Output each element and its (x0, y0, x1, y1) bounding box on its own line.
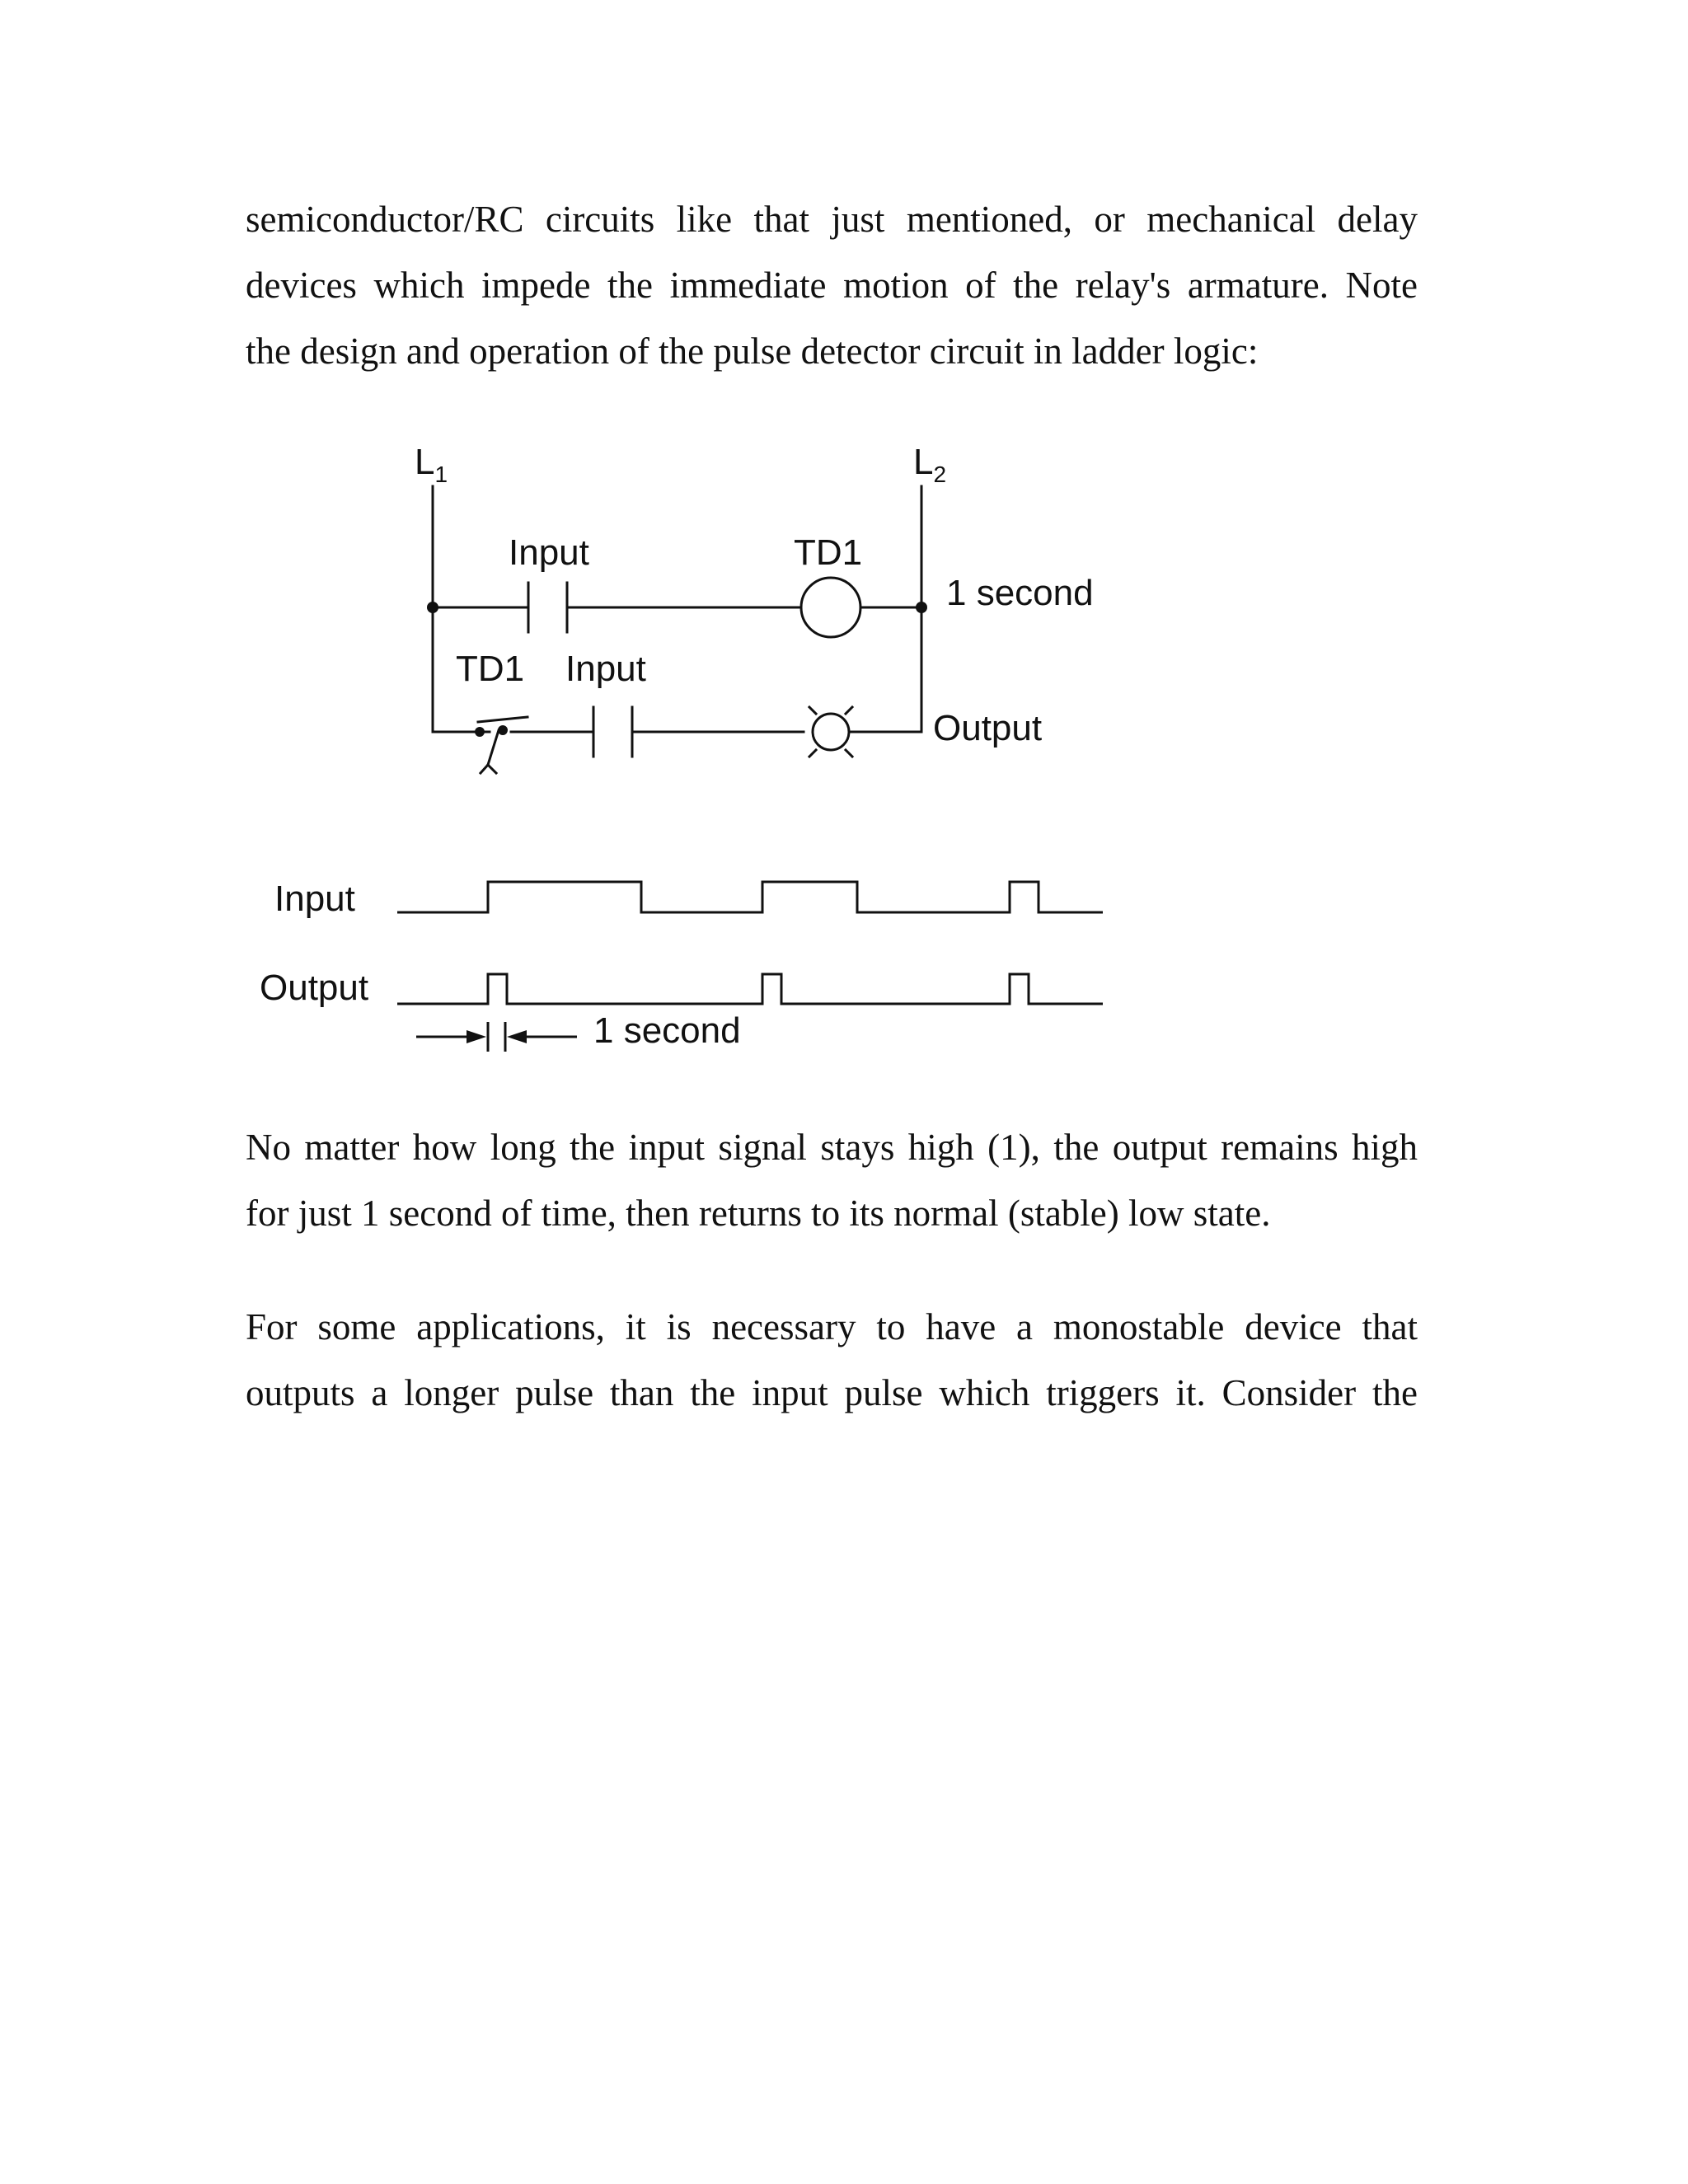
timing-input-label: Input (274, 879, 355, 919)
paragraph-line: For some applications, it is necessary to have a monostable device that (246, 1306, 1418, 1347)
junction-dot (427, 602, 438, 613)
rung1-coil-note: 1 second (946, 573, 1094, 613)
rail-l1-label: $L_1$ (415, 442, 448, 487)
paragraph-line: semiconductor/RC circuits like that just mentioned, or mechanical delay (246, 199, 1418, 240)
arrowhead-left (507, 1030, 527, 1043)
paragraph-applications (246, 1294, 1418, 1426)
output-waveform (397, 974, 1103, 1004)
junction-dot (916, 602, 927, 613)
td1-timed-contact (471, 717, 593, 773)
paragraph-line: the design and operation of the pulse detector circuit in ladder logic: (246, 330, 1259, 372)
rung2-load-label: Output (933, 708, 1043, 748)
rung1-contact-label: Input (509, 532, 589, 573)
paragraph-line: outputs a longer pulse than the input pulse which triggers it. Consider the (246, 1372, 1418, 1413)
rung2-timer-contact-label: TD1 (456, 649, 525, 689)
timing-output-label: Output (260, 968, 369, 1008)
pulse-width-label: 1 second (593, 1010, 741, 1051)
paragraph-line: No matter how long the input signal stays high (1), the output remains high (246, 1127, 1418, 1168)
rung-1 (433, 578, 921, 637)
junction-dot (475, 727, 485, 737)
paragraph-explanation (246, 1114, 1418, 1246)
rail-l2-label: $L_2$ (913, 442, 947, 487)
paragraph-line: devices which impede the immediate motion of the relay's armature. Note (246, 265, 1418, 306)
rung1-coil-label: TD1 (794, 532, 863, 573)
td1-coil (801, 578, 860, 637)
arrowhead-right (467, 1030, 486, 1043)
output-lamp (809, 707, 852, 757)
rung2-input-contact-label: Input (565, 649, 646, 689)
input-waveform (397, 882, 1103, 912)
pulse-width-indicator (416, 1022, 577, 1052)
paragraph-line: for just 1 second of time, then returns to its normal (stable) low state. (246, 1193, 1271, 1234)
junction-dot (498, 725, 508, 735)
